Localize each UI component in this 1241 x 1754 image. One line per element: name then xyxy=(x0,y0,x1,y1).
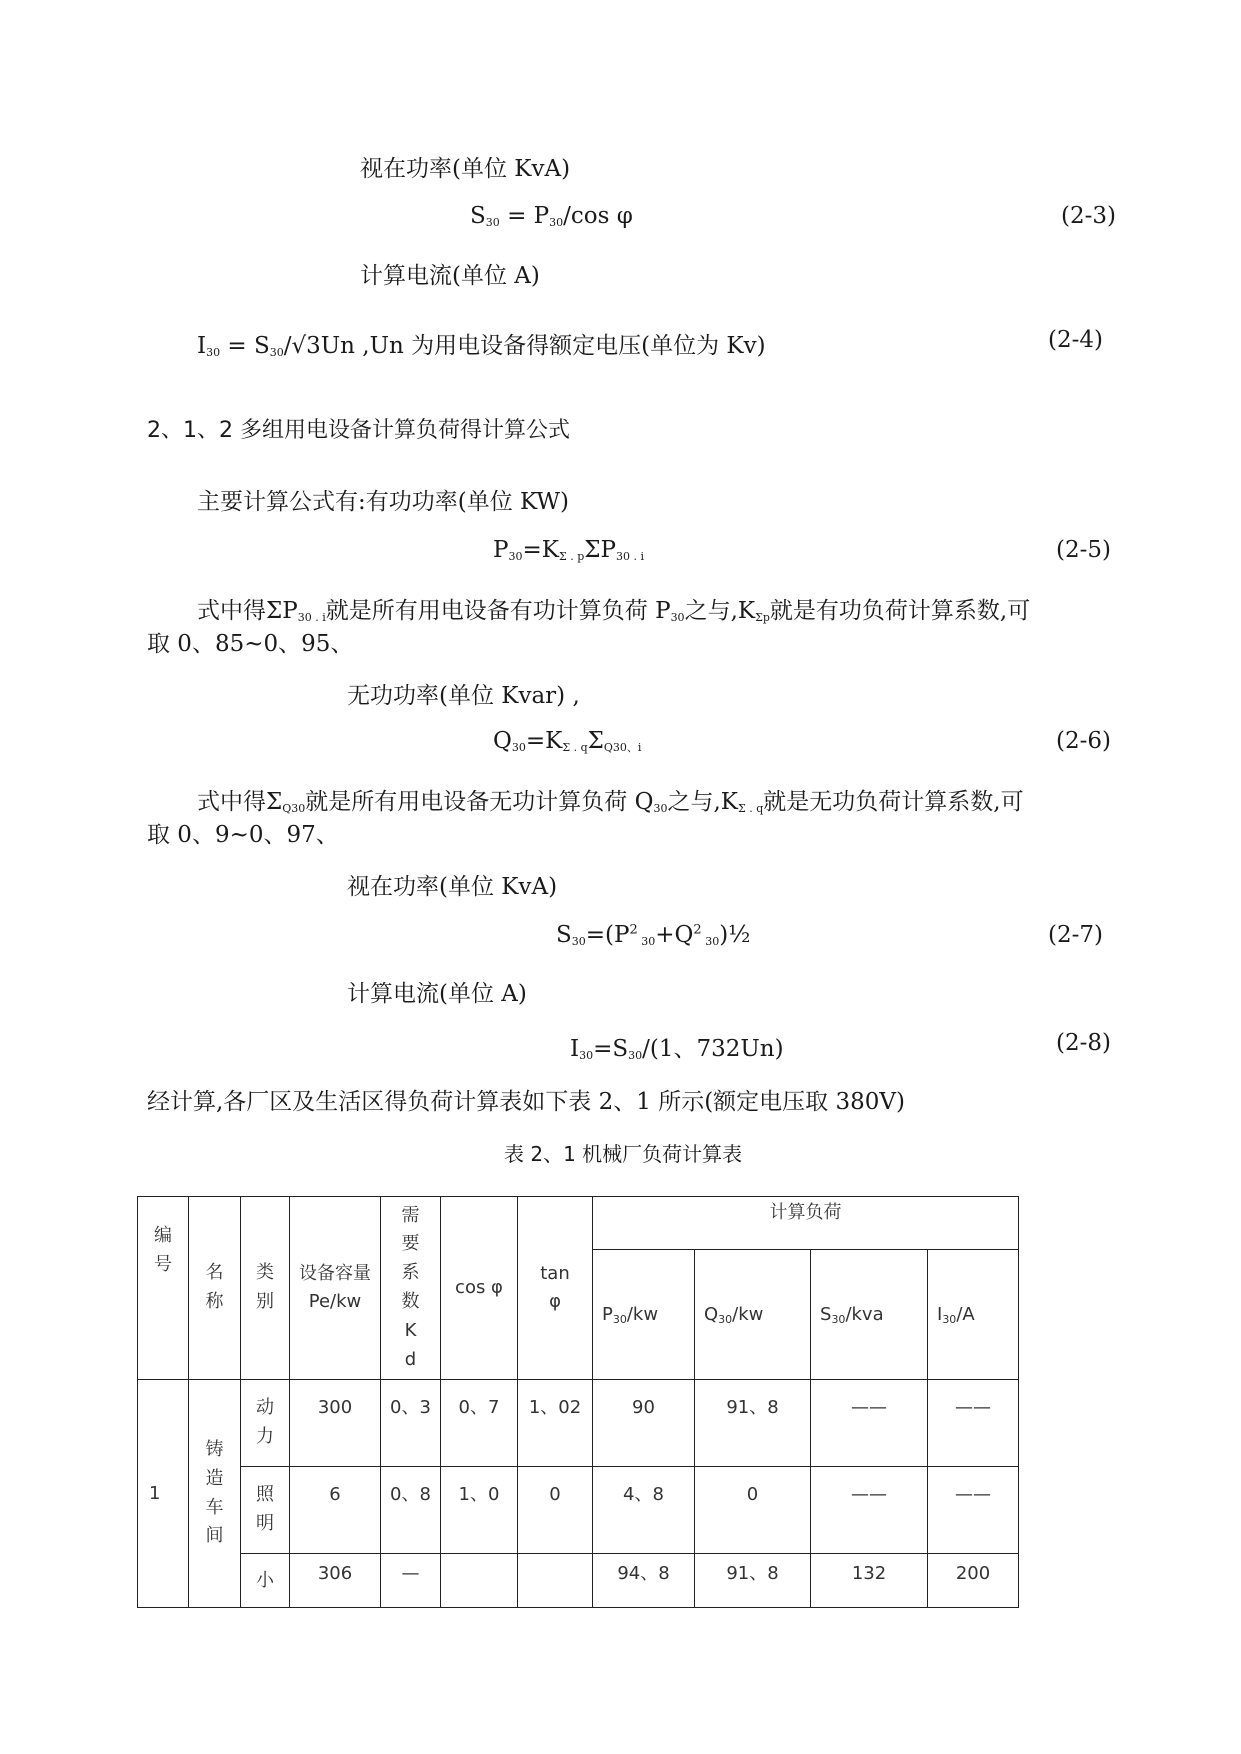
header-s30: $S_{30}$/kva xyxy=(811,1250,928,1380)
explanation-p-range: 取 0、85~0、95、 xyxy=(147,631,354,657)
cell-kd: — xyxy=(381,1554,441,1608)
header-cos: cos φ xyxy=(441,1197,518,1380)
cell-q30: 91、8 xyxy=(695,1380,811,1467)
cell-kd: 0、3 xyxy=(381,1380,441,1467)
cell-q30: 91、8 xyxy=(695,1554,811,1608)
eq-number-2-4: (2-4) xyxy=(1048,327,1103,353)
eq-number-2-6: (2-6) xyxy=(1056,728,1111,754)
header-q30: $Q_{30}/kw$ xyxy=(695,1250,811,1380)
table-caption: 表 2、1 机械厂负荷计算表 xyxy=(504,1142,743,1166)
cell-cos: 0、7 xyxy=(441,1380,518,1467)
cell-tan: 0 xyxy=(518,1467,593,1554)
cell-p30: 90 xyxy=(593,1380,695,1467)
cell-capacity: 6 xyxy=(290,1467,381,1554)
header-tan: tan φ xyxy=(518,1197,593,1380)
cell-capacity: 306 xyxy=(290,1554,381,1608)
eq-number-2-5: (2-5) xyxy=(1056,537,1111,563)
cell-i30: 200 xyxy=(928,1554,1019,1608)
cell-q30: 0 xyxy=(695,1467,811,1554)
table-row xyxy=(138,1554,1019,1608)
cell-type: 小 xyxy=(241,1554,290,1608)
explanation-q-range: 取 0、9~0、97、 xyxy=(147,822,339,848)
cell-i30: —— xyxy=(928,1380,1019,1467)
table-row xyxy=(138,1380,1019,1467)
cell-tan xyxy=(518,1554,593,1608)
explanation-p: 式中得$\Sigma P_{30 . i}$就是所有用电设备有功计算负荷 $P_{30}$之与$,K_{\Sigma p}$就是有功负荷计算系数,可 xyxy=(197,598,1031,624)
formula-2-5: $P_{30}=K_{\Sigma . p}\Sigma P_{30 . i}$ xyxy=(493,537,645,563)
apparent-power-label: 视在功率(单位 KvA) xyxy=(360,156,571,182)
formula-intro: 主要计算公式有:有功功率(单位 KW) xyxy=(197,489,570,515)
formula-2-3: $S_{30} = P_{30}/\cos$ φ xyxy=(470,203,633,229)
current-label: 计算电流(单位 A) xyxy=(360,263,540,289)
cell-type: 照明 xyxy=(241,1467,290,1554)
table-row xyxy=(138,1467,1019,1554)
table-intro: 经计算,各厂区及生活区得负荷计算表如下表 2、1 所示(额定电压取 380V) xyxy=(147,1089,905,1115)
section-heading: 2、1、2 多组用电设备计算负荷得计算公式 xyxy=(147,418,570,443)
cell-tan: 1、02 xyxy=(518,1380,593,1467)
cell-kd: 0、8 xyxy=(381,1467,441,1554)
cell-type: 动力 xyxy=(241,1380,290,1467)
header-number: 编号 xyxy=(138,1197,189,1380)
cell-capacity: 300 xyxy=(290,1380,381,1467)
cell-cos: 1、0 xyxy=(441,1467,518,1554)
eq-number-2-3: (2-3) xyxy=(1061,203,1116,229)
header-demand-factor: 需要系数Kd xyxy=(381,1197,441,1380)
header-calculated-load: 计算负荷 xyxy=(593,1197,1019,1250)
header-type: 类别 xyxy=(241,1197,290,1380)
formula-2-6: $Q_{30}=K_{\Sigma . q}\Sigma_{Q30、i}$ xyxy=(493,728,642,754)
reactive-power-label: 无功功率(单位 Kvar) , xyxy=(347,683,580,709)
cell-p30: 4、8 xyxy=(593,1467,695,1554)
header-i30: $I_{30}/A$ xyxy=(928,1250,1019,1380)
eq-number-2-7: (2-7) xyxy=(1048,922,1103,948)
eq-number-2-8: (2-8) xyxy=(1056,1030,1111,1056)
current-label-2: 计算电流(单位 A) xyxy=(347,981,527,1007)
cell-s30: 132 xyxy=(811,1554,928,1608)
header-p30: $P_{30}/kw$ xyxy=(593,1250,695,1380)
header-name: 名称 xyxy=(189,1197,241,1380)
load-calculation-table xyxy=(137,1196,1019,1608)
header-capacity: 设备容量 Pe/kw xyxy=(290,1197,381,1380)
cell-i30: —— xyxy=(928,1467,1019,1554)
apparent-power-label-2: 视在功率(单位 KvA) xyxy=(347,874,558,900)
formula-2-8: $I_{30}=S_{30}/(1$、732Un) xyxy=(570,1036,784,1062)
cell-cos xyxy=(441,1554,518,1608)
row-name: 铸造车间 xyxy=(189,1380,241,1608)
cell-s30: —— xyxy=(811,1467,928,1554)
formula-2-4: $I_{30} = S_{30}/√3Un$ ,Un 为用电设备得额定电压(单位为 Kv) xyxy=(197,333,766,359)
cell-s30: —— xyxy=(811,1380,928,1467)
cell-p30: 94、8 xyxy=(593,1554,695,1608)
formula-2-7: $S_{30}=(P^2$ $_{30}+Q^2$ $_{30}$)½ xyxy=(556,922,751,948)
explanation-q: 式中得$\Sigma_{Q30}$就是所有用电设备无功计算负荷 $Q_{30}$之与$,K_{\Sigma . q}$就是无功负荷计算系数,可 xyxy=(197,789,1024,815)
row-number: 1 xyxy=(138,1380,189,1608)
